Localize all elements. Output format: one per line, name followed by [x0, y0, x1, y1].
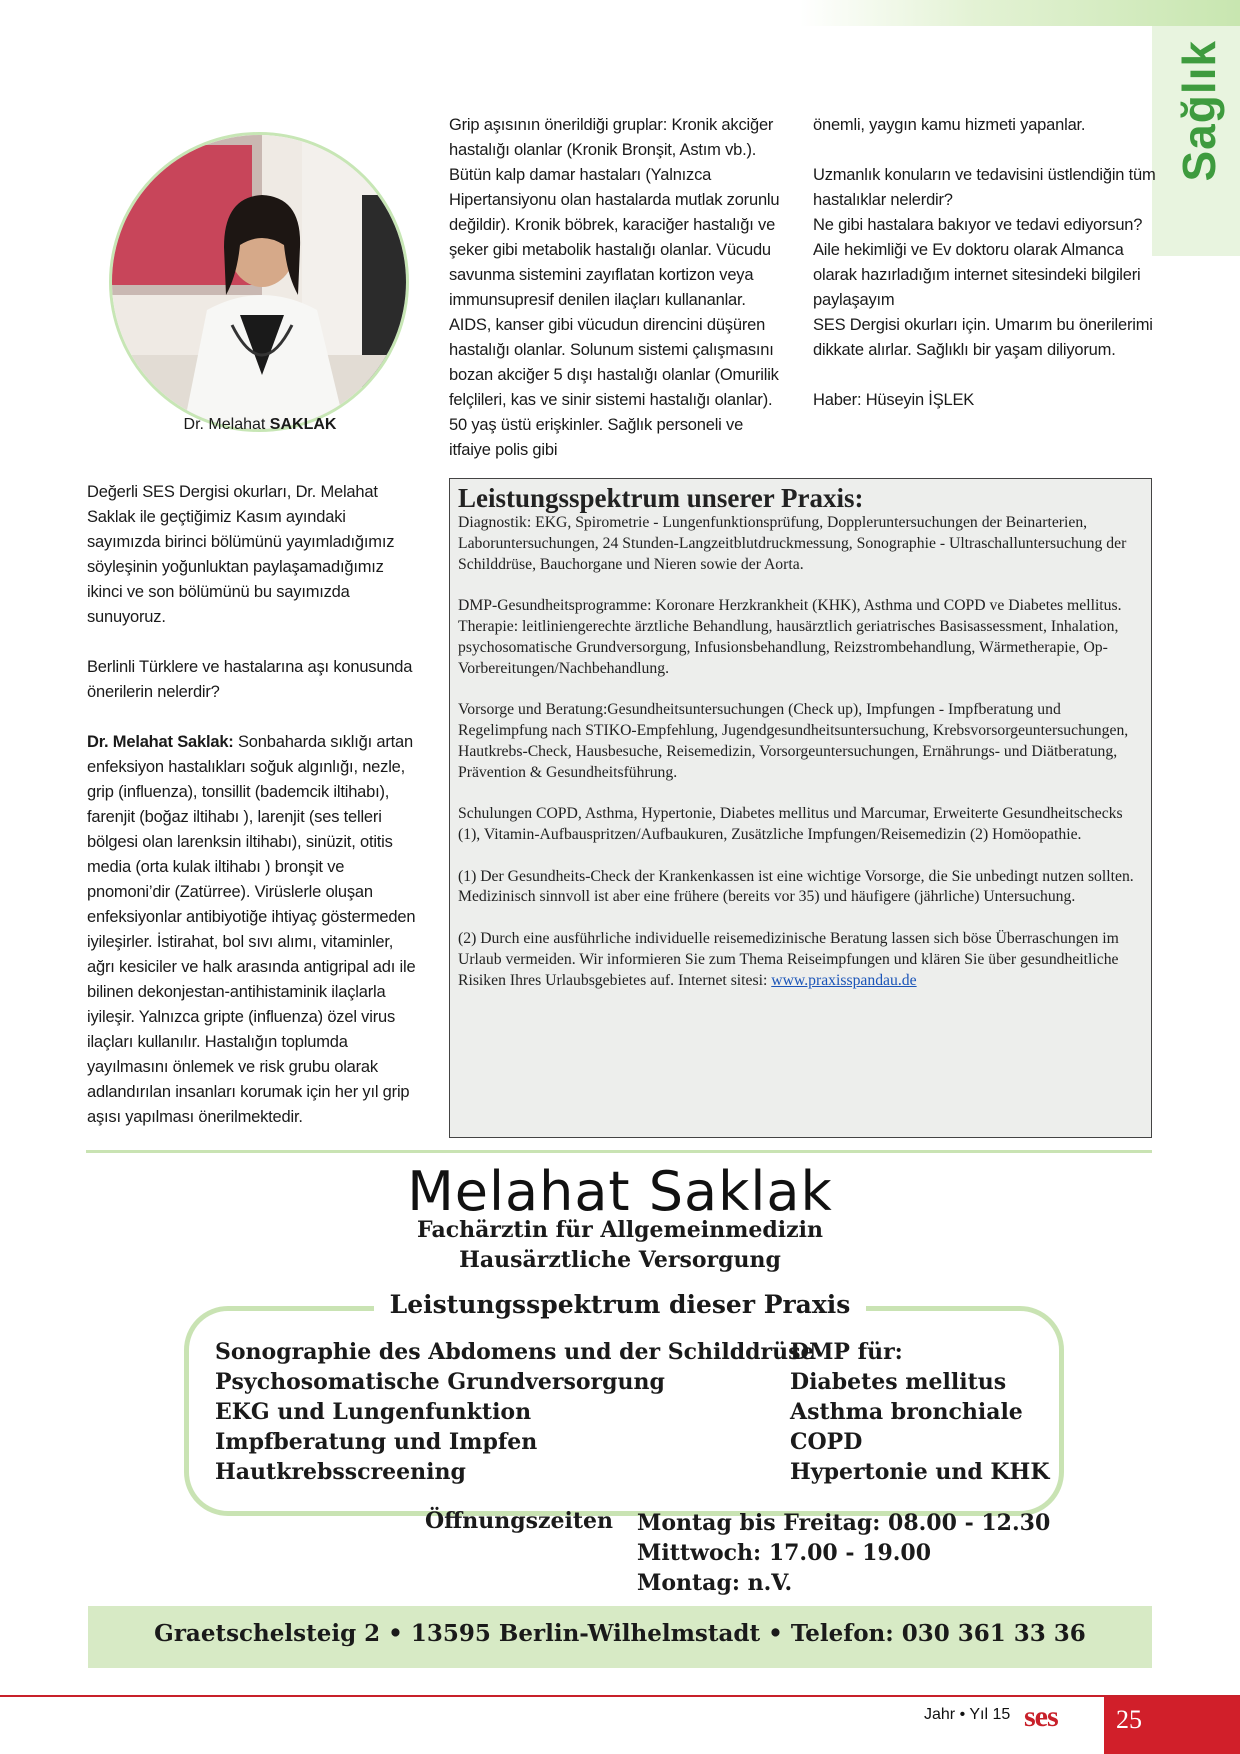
service-item: EKG und Lungenfunktion [215, 1399, 532, 1425]
middle-column [449, 113, 784, 463]
page-number: 25 [1104, 1697, 1240, 1754]
ad-services-title [0, 1290, 1240, 1319]
website-link[interactable]: www.praxisspandau.de [771, 971, 917, 989]
opening-hours-label: Öffnungszeiten [425, 1508, 613, 1534]
service-item: Sonographie des Abdomens und der Schilddrüse [215, 1339, 815, 1365]
byline: Haber: Hüseyin İŞLEK [813, 391, 975, 409]
ad-services-left [215, 1337, 815, 1487]
vaccine-question: Berlinli Türklere ve hastalarına aşı konusunda önerilerin nelerdir? [87, 658, 413, 701]
box-footnote-1: (1) Der Gesundheits-Check der Krankenkassen ist eine wichtige Vorsorge, die Sie unbedingt nutzen sollten. Medizinisch sinnvoll ist aber eine frühere (bereits vor 35) und häufigere (jährliche) Untersuchung. [458, 867, 1134, 906]
box-therapy: Therapie: leitliniengerechte ärztliche Behandlung, hausärztlich geriatrisches Basisassessment, Inhalation, psychosomatische Grundversorgung, Infusionsbehandlung, Reizstrombehandlung, Wärmetherapie, Op-Vorbereitungen/Nachbehandlung. [458, 617, 1119, 677]
hours-item: Montag bis Freitag: 08.00 - 12.30 [637, 1510, 1051, 1536]
services-box [449, 478, 1152, 1138]
caption-name: SAKLAK [269, 416, 337, 433]
service-item: DMP für: [790, 1339, 903, 1365]
ad-subtitle-specialty: Fachärztin für Allgemeinmedizin [417, 1217, 823, 1243]
footer-rule [0, 1695, 1240, 1697]
service-item: Asthma bronchiale [790, 1399, 1023, 1425]
box-prevention: Vorsorge und Beratung:Gesundheitsuntersuchungen (Check up), Impfungen - Impfberatung und Regelimpfung nach STIKO-Empfehlung, Jugendgesundheitsuntersuchung, Krebsvorsorgeuntersuchungen, Hautkrebs-Check, Hausbesuche, Reisemedizin, Vorsorgeuntersuchungen, Ernährungs- und Diätberatung, Prävention & Gesundheitsführung. [458, 701, 1129, 781]
service-item: Hypertonie und KHK [790, 1459, 1050, 1485]
photo-caption [150, 416, 370, 434]
answer-speaker: Dr. Melahat Saklak: [87, 733, 234, 751]
right-column [813, 113, 1158, 413]
hours-item: Montag: n.V. [637, 1570, 793, 1596]
hours-item: Mittwoch: 17.00 - 19.00 [637, 1540, 932, 1566]
service-item: Diabetes mellitus [790, 1369, 1007, 1395]
service-item: Psychosomatische Grundversorgung [215, 1369, 665, 1395]
patients-question: Ne gibi hastalara bakıyor ve tedavi ediyorsun? [813, 216, 1143, 234]
box-diagnostics: Diagnostik: EKG, Spirometrie - Lungenfunktionsprüfung, Doppleruntersuchungen der Beinarterien, Laboruntersuchungen, 24 Stunden-Langzeitblutdruckmessung, Sonographie - Ultraschalluntersuchung der Schilddrüse, Bauchorgane und Nieren sowie der Aorta. [458, 514, 1127, 573]
specialty-answer: Aile hekimliği ve Ev doktoru olarak Almanca olarak hazırladığım internet sitesindeki bilgileri paylaşayım [813, 241, 1141, 309]
ses-logo: ses [1024, 1700, 1058, 1733]
vaccine-answer [87, 730, 423, 1130]
service-item: COPD [790, 1429, 863, 1455]
intro-paragraph: Değerli SES Dergisi okurları, Dr. Melahat Saklak ile geçtiğimiz Kasım ayındaki sayımızda birinci bölümünü yayımladığımız söyleşinin yoğunluktan paylaşamadığımız ikinci ve son bölümünü bu sayımızda sunuyoruz. [87, 483, 395, 626]
ad-divider [86, 1150, 1152, 1153]
footer-issue: Jahr • Yıl 15 [924, 1706, 1011, 1723]
service-item: Hautkrebsscreening [215, 1459, 466, 1485]
continuation-text: önemli, yaygın kamu hizmeti yapanlar. [813, 116, 1086, 134]
risk-groups-paragraph: Grip aşısının önerildiği gruplar: Kronik akciğer hastalığı olanlar (Kronik Bronşit, Astım vb.). Bütün kalp damar hastaları (Yalnızca Hipertansiyonu olan hastalarda mutlak zorunlu değildir). Kronik böbrek, karaciğer hastalığı ve şeker gibi metabolik hastalığı olanlar. Vücudu savunma sistemini zayıflatan kortizon veya immunsupresif denilen ilaçları kullananlar. AIDS, kanser gibi vücudun direncini düşüren hastalığı olanlar. Solunum sistemi çalışmasını bozan akciğer 5 dışı hastalığı olanlar (Omurilik felçlileri, kas ve sinir sistemi hastalığı olanlar). 50 yaş üstü erişkinler. Sağlık personeli ve itfaiye polis gibi [449, 116, 780, 459]
opening-hours [637, 1508, 1050, 1598]
caption-prefix: Dr. Melahat [183, 416, 270, 433]
doctor-portrait [109, 132, 409, 432]
specialty-question: Uzmanlık konuların ve tedavisini üstlendiğin tüm hastalıklar nelerdir? [813, 166, 1156, 209]
box-title: Leistungsspektrum unserer Praxis: [458, 483, 864, 513]
ad-subtitle-care: Hausärztliche Versorgung [459, 1247, 781, 1273]
answer-text: Sonbaharda sıklığı artan enfeksiyon hastalıkları soğuk algınlığı, nezle, grip (influenza), tonsillit (bademcik iltihabı), farenjit (boğaz iltihabı ), larenjit (ses telleri bölgesi olan larenksin iltihabı), sinüzit, otitis media (orta kulak iltihabı ) bronşit ve pnomoni’dir (Zatürree). Virüslerle oluşan enfeksiyonlar antibiyotiğe ihtiyaç göstermeden iyileşirler. İstirahat, bol sıvı alımı, vitaminler, ağrı kesiciler ve halk arasında antigripal adı ile bilinen dekonjestan-antihistaminik ilaçlarla iyileşir. Yalnızca gripte (influenza) özel virus ilaçları kullanılır. Hastalığın toplumda yayılmasını önlemek ve risk grubu olarak adlandırılan insanları korumak için her yıl grip aşısı yapılması önerilmektedir. [87, 733, 416, 1126]
box-footnote-2-text: (2) Durch eine ausführliche individuelle reisemedizinische Beratung lassen sich böse Überraschungen im Urlaub vermeiden. Wir informieren Sie zum Thema Reiseimpfungen und klären Sie über gesundheitliche Risiken Ihres Urlaubsgebietes auf. Internet sitesi: [458, 929, 1119, 989]
ad-services-title-text: Leistungsspektrum dieser Praxis [374, 1290, 867, 1319]
header-gradient [800, 0, 1240, 26]
box-footnote-2 [458, 929, 1143, 991]
box-training: Schulungen COPD, Asthma, Hypertonie, Diabetes mellitus und Marcumar, Erweiterte Gesundheitschecks (1), Vitamin-Aufbauspritzen/Aufbaukuren, Zusätzliche Impfungen/Reisemedizin (2) Homöopathie. [458, 805, 1123, 843]
ad-doctor-name: Melahat Saklak [407, 1160, 833, 1223]
closing-text: SES Dergisi okurları için. Umarım bu önerilerimi dikkate alırlar. Sağlıklı bir yaşam diliyorum. [813, 316, 1153, 359]
box-dmp: DMP-Gesundheitsprogramme: Koronare Herzkrankheit (KHK), Asthma und COPD ve Diabetes mellitus. [458, 597, 1122, 615]
address-text: Graetschelsteig 2 • 13595 Berlin-Wilhelmstadt • Telefon: 030 361 33 36 [154, 1620, 1086, 1647]
left-column [87, 480, 423, 1130]
ad-services-right [790, 1337, 1049, 1487]
section-tab-label: Sağlık [1173, 40, 1225, 182]
service-item: Impfberatung und Impfen [215, 1429, 538, 1455]
